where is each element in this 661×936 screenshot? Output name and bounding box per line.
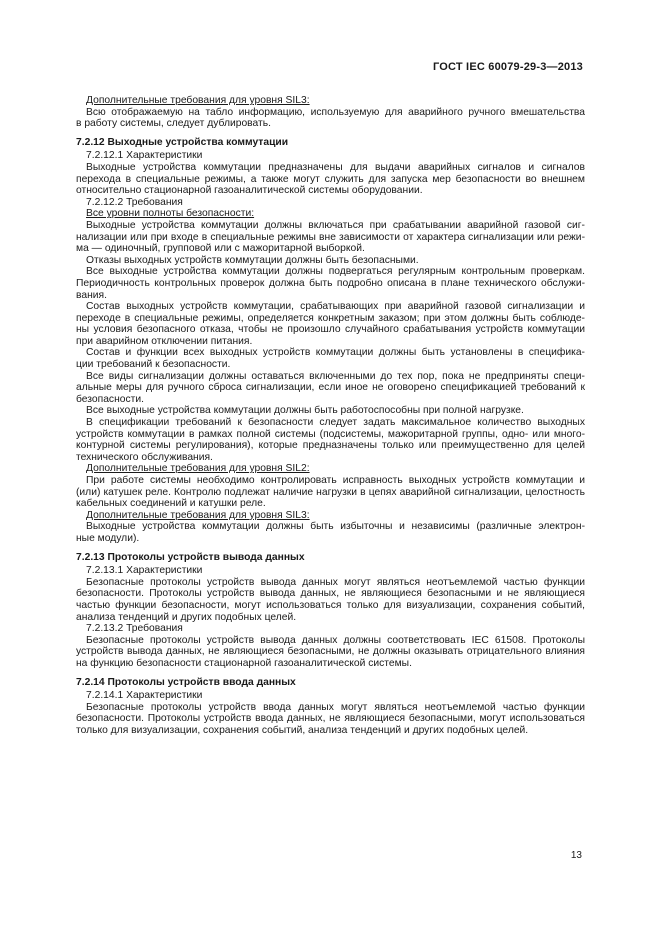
text-line: 7.2.12.2 Требования — [86, 196, 183, 208]
paragraph — [76, 702, 585, 737]
document-header: ГОСТ IEC 60079-29-3—2013 — [432, 61, 583, 73]
paragraph — [76, 635, 585, 670]
text-line: устройств коммутации в рамках полной системы (подсистемы, мажоритарной группы, одно- или много- — [76, 428, 585, 440]
text-line: переходе в специальные режимы, определяется конкретным заказом; при этом должны быть соблюде- — [76, 312, 585, 324]
text-line: ма — одиночный, групповой или с мажоритарной выборкой. — [76, 243, 365, 255]
text-line: 7.2.13.2 Требования — [86, 623, 183, 635]
text-line: кабельных соединений и катушки реле. — [76, 498, 266, 510]
paragraph — [76, 220, 585, 255]
text-line: Отказы выходных устройств коммутации должны быть безопасными. — [86, 254, 419, 266]
paragraph — [76, 255, 585, 267]
paragraph — [76, 301, 585, 347]
text-line: Все виды сигнализации должны оставаться включенными до тех пор, пока не предприняты специ- — [86, 370, 585, 382]
text-line: Все выходные устройства коммутации должны быть работоспособны при полной нагрузке. — [86, 405, 524, 417]
subsection-heading — [76, 150, 585, 162]
paragraph — [76, 347, 585, 370]
text-line: контурной системы регулирования), которые предназначены только или преимущественно для целей — [76, 440, 585, 452]
text-line: безопасности. Протоколы устройств вывода данных, не являющиеся безопасными и не являющиеся — [76, 588, 585, 600]
text-line: технического обслуживания. — [76, 451, 213, 463]
text-line: Безопасные протоколы устройств ввода данных могут являться неотъемлемой частью функции — [86, 701, 585, 713]
text-line: Выходные устройства коммутации должны быть избыточны и независимы (различные электрон- — [86, 521, 585, 533]
text-line: Состав выходных устройств коммутации, срабатывающих при аварийной газовой сигнализации и — [86, 301, 585, 313]
text-line: В спецификации требований к безопасности следует задать максимальное количество выходных — [86, 417, 585, 429]
section-heading — [76, 677, 585, 689]
text-line: Всю отображаемую на табло информацию, используемую для аварийного ручного вмешательства — [86, 106, 585, 118]
text-line: ные модули). — [76, 532, 140, 544]
text-line: безопасности. — [76, 393, 144, 405]
subsection-heading — [76, 623, 585, 635]
section-heading — [76, 552, 585, 564]
paragraph — [76, 475, 585, 510]
requirement-label — [76, 95, 585, 107]
text-line: Периодичность контрольных проверок должна быть подробно описана в плане технического обслужи- — [76, 277, 585, 289]
paragraph — [76, 417, 585, 463]
subsection-heading — [76, 690, 585, 702]
text-line: Безопасные протоколы устройств вывода данных должны соответствовать IEC 61508. Протоколы — [86, 634, 585, 646]
paragraph — [76, 405, 585, 417]
text-line: анализа тенденций и других подобных целей. — [76, 611, 297, 623]
text-line: относительно стационарной газоаналитической системы оборудовании. — [76, 185, 423, 197]
text-line: при аварийном отключении питания. — [76, 335, 253, 347]
subsection-heading — [76, 565, 585, 577]
text-line: Все выходные устройства коммутации должны подвергаться регулярным контрольным проверкам. — [86, 266, 585, 278]
text-line: 7.2.13.1 Характеристики — [86, 565, 203, 577]
paragraph — [76, 521, 585, 544]
paragraph — [76, 107, 585, 130]
text-line: ны условия безопасного отказа, чтобы не произошло случайного срабатывания устройств коммутации — [76, 324, 585, 336]
text-line: безопасности. Протоколы устройств ввода данных, не являющиеся безопасными, могут использоваться — [76, 713, 585, 725]
text-line: Безопасные протоколы устройств вывода данных могут являться неотъемлемой частью функции — [86, 576, 585, 588]
paragraph — [76, 371, 585, 406]
subsection-heading — [76, 197, 585, 209]
text-line: Дополнительные требования для уровня SIL3: — [86, 95, 310, 106]
text-line: на функцию безопасности стационарной газоаналитической системы. — [76, 657, 412, 669]
text-line: Состав и функции всех выходных устройств коммутации должны быть установлены в специфика- — [86, 347, 585, 359]
text-line: ции требований к безопасности. — [76, 359, 231, 371]
text-line: в работу системы, следует дублировать. — [76, 118, 271, 130]
requirement-label — [76, 510, 585, 522]
text-line: 7.2.12.1 Характеристики — [86, 150, 203, 162]
text-line: нализации или при входе в специальные режимы вне зависимости от характера сигнализации или режи- — [76, 231, 585, 243]
text-line: 7.2.13 Протоколы устройств вывода данных — [76, 551, 305, 563]
page-number: 13 — [570, 850, 582, 861]
text-line: Дополнительные требования для уровня SIL2: — [86, 463, 310, 475]
text-line: частью функции безопасности, могут использоваться только для визуализации, сохранения событий, — [76, 599, 585, 611]
text-line: вания. — [76, 289, 107, 301]
document-body — [76, 95, 585, 736]
text-line: 7.2.14 Протоколы устройств ввода данных — [76, 676, 296, 688]
text-line: Все уровни полноты безопасности: — [86, 208, 255, 220]
text-line: Выходные устройства коммутации должны включаться при срабатывании аварийной газовой сиг- — [86, 219, 585, 231]
text-line: Выходные устройства коммутации предназначены для выдачи аварийных сигналов и сигналов — [86, 161, 585, 173]
paragraph — [76, 266, 585, 301]
text-line: 7.2.12 Выходные устройства коммутации — [76, 136, 289, 148]
paragraph — [76, 577, 585, 623]
section-heading — [76, 137, 585, 149]
text-line: альные меры для ручного сброса сигнализации, если иное не оговорено спецификацией требований к — [76, 382, 585, 394]
text-line: (или) катушек реле. Контролю подлежат наличие нагрузки в цепях аварийной сигнализации, целостность — [76, 486, 585, 498]
text-line: только для визуализации, сохранения событий, анализа тенденций и других подобных целей. — [76, 724, 529, 736]
text-line: устройств вывода данных, не являющиеся безопасными, не должны оказывать отрицательного влияния — [76, 646, 585, 658]
requirement-label — [76, 463, 585, 475]
text-line: При работе системы необходимо контролировать исправность выходных устройств коммутации и — [86, 475, 585, 486]
requirement-label — [76, 208, 585, 220]
text-line: Дополнительные требования для уровня SIL3: — [86, 509, 310, 521]
paragraph — [76, 162, 585, 197]
text-line: 7.2.14.1 Характеристики — [86, 690, 203, 702]
text-line: перехода в специальные режимы, а также могут служить для запуска мер безопасности во внешнем — [76, 173, 585, 185]
